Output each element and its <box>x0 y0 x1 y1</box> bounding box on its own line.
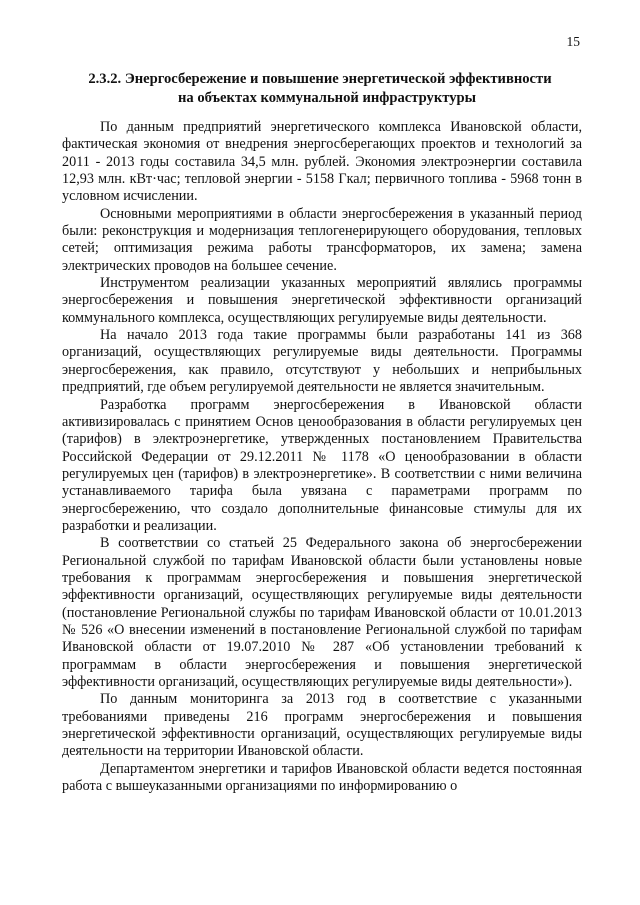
paragraph-programs-2013: На начало 2013 года такие программы были разработаны 141 из 368 организаций, осуществляющих регулируемые виды деятельности. Программы энергосбережения, как правило, отсутствуют у небольших и неприбыльных предприятий, где объем регулируемой деятельности не является значительным. <box>62 327 582 396</box>
paragraph-monitoring-2013: По данным мониторинга за 2013 год в соответствие с указанными требованиями приведены 216 программ энергосбережения и повышения энергетической эффективности организаций, осуществляющих регулируемые виды деятельности на территории Ивановской области. <box>62 691 582 760</box>
document-body <box>62 119 582 795</box>
section-heading <box>60 70 580 107</box>
section-heading-line-1: 2.3.2. Энергосбережение и повышение энергетической эффективности <box>88 71 552 87</box>
paragraph-savings-results: По данным предприятий энергетического комплекса Ивановской области, фактическая экономия от внедрения энергосберегающих проектов и технологий за 2011 - 2013 годы составила 34,5 млн. рублей. Экономия электроэнергии составила 12,93 млн. кВт·час; тепловой энергии - 5158 Гкал; первичного топлива - 5968 тонн в условном исчислении. <box>62 119 582 205</box>
page-number: 15 <box>566 34 580 49</box>
paragraph-department-work: Департаментом энергетики и тарифов Ивановской области ведется постоянная работа с вышеуказанными организациями по информированию о <box>62 760 582 795</box>
paragraph-federal-law-requirements: В соответствии со статьей 25 Федерального закона об энергосбережении Региональной службой по тарифам Ивановской области были установлены новые требования к программам энергосбережения и повышения энергетической эффективности организаций, осуществляющих регулируемые виды деятельности (постановление Региональной службы по тарифам Ивановской области от 10.01.2013 № 526 «О внесении изменений в постановление Региональной службой по тарифам Ивановской области от 19.07.2010 № 287 «Об установлении требований к программам в области энергосбережения и повышения энергетической эффективности организаций, осуществляющих регулируемые виды деятельности»). <box>62 535 582 690</box>
paragraph-main-measures: Основными мероприятиями в области энергосбережения в указанный период были: реконструкция и модернизация теплогенерирующего оборудования, тепловых сетей; оптимизация режима работы трансформаторов, их замена; замена электрических проводов на большее сечение. <box>62 205 582 274</box>
paragraph-implementation-tools: Инструментом реализации указанных мероприятий являлись программы энергосбережения и повышения энергетической эффективности организаций коммунального комплекса, осуществляющих регулируемые виды деятельности. <box>62 275 582 326</box>
paragraph-pricing-basics: Разработка программ энергосбережения в Ивановской области активизировалась с принятием Основ ценообразования в области регулируемых цен (тарифов) в электроэнергетике, утвержденных постановлением Правительства Российской Федерации от 29.12.2011 № 1178 «О ценообразовании в области регулируемых цен (тарифов) в электроэнергетике». В соответствии с ними величина устанавливаемого тарифа была увязана с параметрами программ по энергосбережению, что создало дополнительные финансовые стимулы для их разработки и реализации. <box>62 396 582 534</box>
section-heading-line-2: на объектах коммунальной инфраструктуры <box>177 89 477 106</box>
